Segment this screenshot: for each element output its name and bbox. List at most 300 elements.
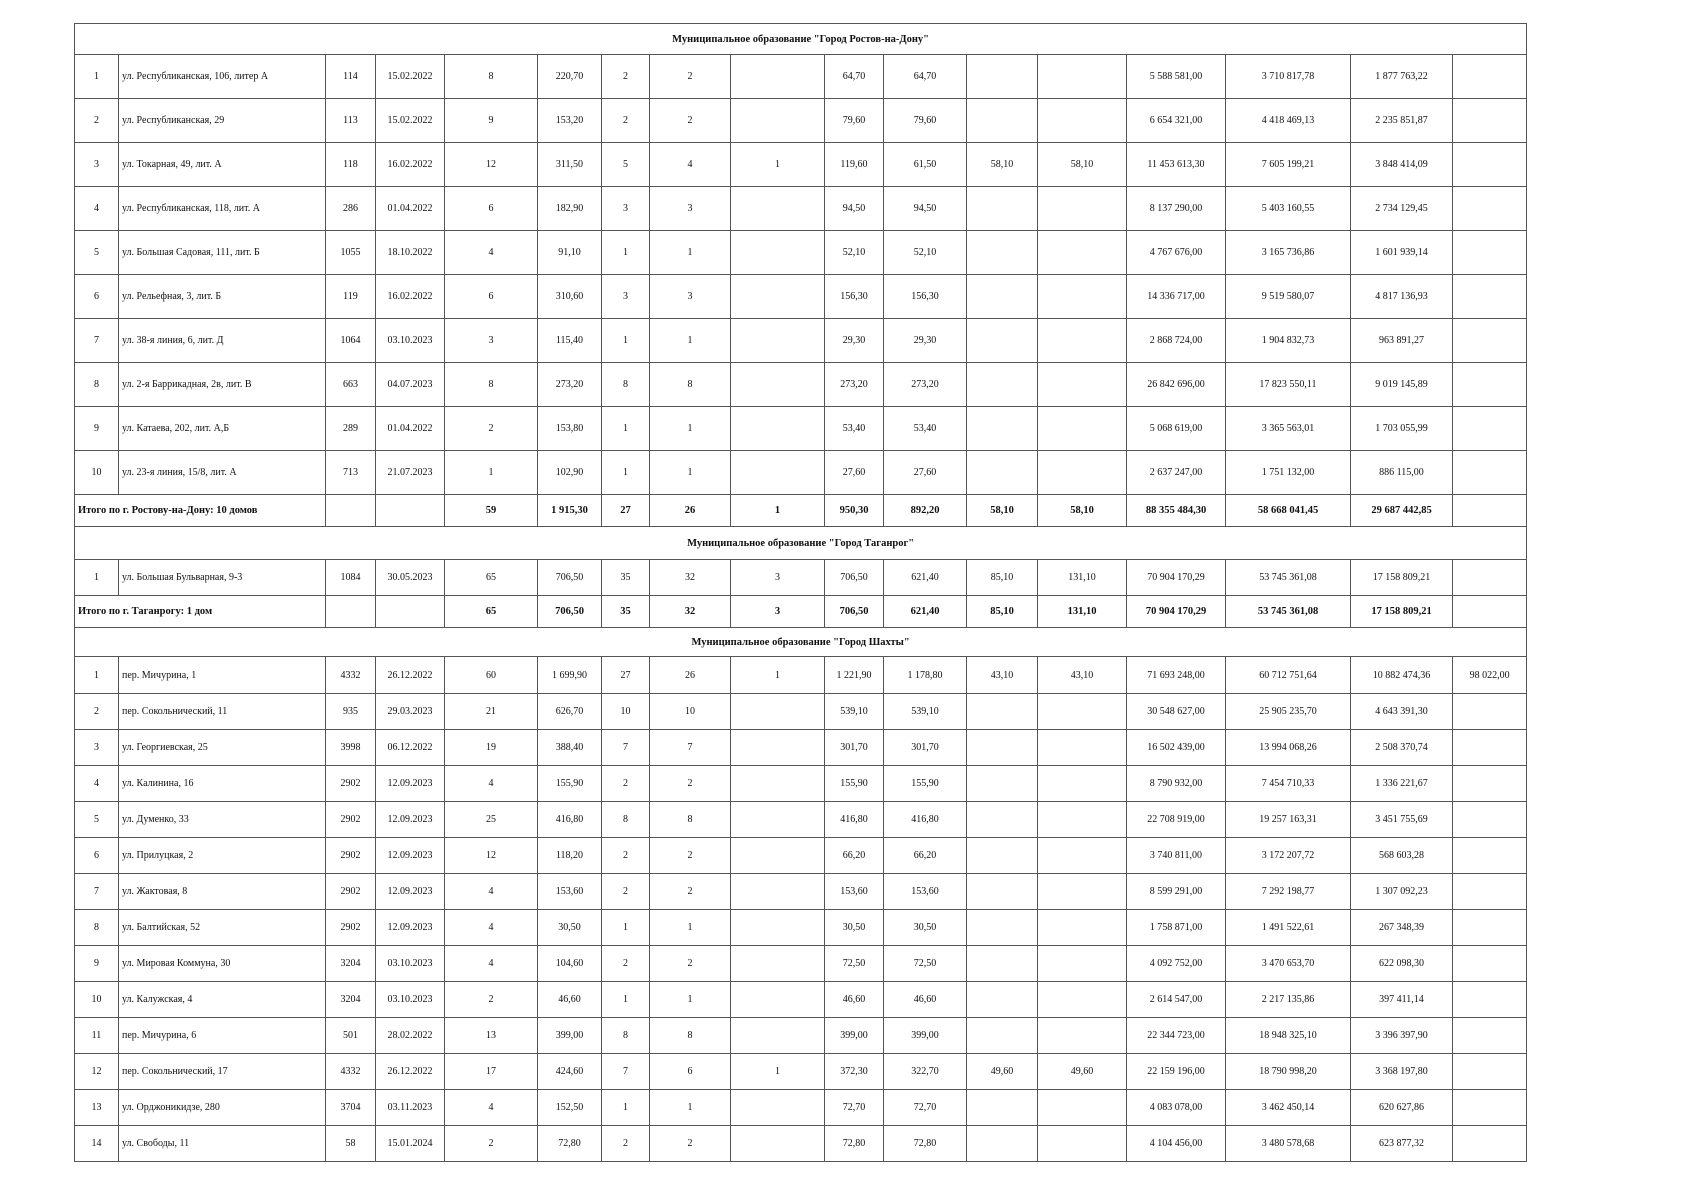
table-cell: 2 <box>650 99 731 143</box>
table-cell <box>1453 55 1527 99</box>
table-cell: 72,50 <box>884 946 967 982</box>
table-cell <box>967 874 1038 910</box>
table-cell: 388,40 <box>538 730 602 766</box>
table-cell: 706,50 <box>825 560 884 596</box>
total-cell: 59 <box>445 495 538 527</box>
table-cell: 1 221,90 <box>825 657 884 694</box>
table-cell: 113 <box>326 99 376 143</box>
table-cell: 22 344 723,00 <box>1127 1018 1226 1054</box>
address-cell: ул. Прилуцкая, 2 <box>119 838 326 874</box>
table-row <box>75 910 1527 946</box>
total-cell: 3 <box>731 596 825 628</box>
table-cell: 9 019 145,89 <box>1351 363 1453 407</box>
table-row <box>75 275 1527 319</box>
address-cell: ул. Балтийская, 52 <box>119 910 326 946</box>
table-cell: 3 480 578,68 <box>1226 1126 1351 1162</box>
table-cell <box>731 319 825 363</box>
table-cell <box>1038 1090 1127 1126</box>
table-cell: 8 <box>602 1018 650 1054</box>
table-cell <box>967 838 1038 874</box>
total-cell: 58 668 041,45 <box>1226 495 1351 527</box>
table-cell: 1 <box>650 451 731 495</box>
address-cell: ул. Жактовая, 8 <box>119 874 326 910</box>
table-cell <box>1453 231 1527 275</box>
table-cell: 286 <box>326 187 376 231</box>
table-cell: 153,60 <box>884 874 967 910</box>
table-cell: 2902 <box>326 802 376 838</box>
row-number: 4 <box>75 766 119 802</box>
table-cell <box>1453 838 1527 874</box>
row-number: 1 <box>75 657 119 694</box>
table-cell: 539,10 <box>825 694 884 730</box>
table-cell: 3 <box>602 187 650 231</box>
table-cell: 1 <box>602 407 650 451</box>
table-cell: 30,50 <box>825 910 884 946</box>
table-cell <box>1453 407 1527 451</box>
table-cell: 155,90 <box>538 766 602 802</box>
table-cell: 03.11.2023 <box>376 1090 445 1126</box>
table-cell: 8 <box>650 802 731 838</box>
table-cell: 1 877 763,22 <box>1351 55 1453 99</box>
table-cell: 1 <box>602 231 650 275</box>
table-cell: 621,40 <box>884 560 967 596</box>
address-cell: ул. Республиканская, 106, литер А <box>119 55 326 99</box>
table-cell: 3 740 811,00 <box>1127 838 1226 874</box>
table-cell: 5 068 619,00 <box>1127 407 1226 451</box>
total-cell <box>326 495 376 527</box>
table-cell <box>1453 1126 1527 1162</box>
table-cell: 72,80 <box>884 1126 967 1162</box>
table-cell: 539,10 <box>884 694 967 730</box>
table-row <box>75 874 1527 910</box>
table-cell: 1084 <box>326 560 376 596</box>
table-cell: 8 599 291,00 <box>1127 874 1226 910</box>
table-cell: 2 734 129,45 <box>1351 187 1453 231</box>
row-number: 14 <box>75 1126 119 1162</box>
table-cell: 8 137 290,00 <box>1127 187 1226 231</box>
section-title: Муниципальное образование "Город Шахты" <box>75 628 1527 657</box>
table-cell: 16 502 439,00 <box>1127 730 1226 766</box>
total-row <box>75 596 1527 628</box>
table-cell: 16.02.2022 <box>376 275 445 319</box>
total-cell: 53 745 361,08 <box>1226 596 1351 628</box>
table-row <box>75 657 1527 694</box>
address-cell: ул. 38-я линия, 6, лит. Д <box>119 319 326 363</box>
table-cell: 60 712 751,64 <box>1226 657 1351 694</box>
table-cell: 4 767 676,00 <box>1127 231 1226 275</box>
table-cell: 2 <box>650 55 731 99</box>
table-cell: 66,20 <box>825 838 884 874</box>
table-cell: 7 <box>650 730 731 766</box>
total-label: Итого по г. Таганрогу: 1 дом <box>75 596 326 628</box>
table-cell: 501 <box>326 1018 376 1054</box>
table-cell <box>1453 874 1527 910</box>
table-cell: 2 <box>650 1126 731 1162</box>
total-cell: 706,50 <box>825 596 884 628</box>
row-number: 6 <box>75 275 119 319</box>
table-cell: 4 817 136,93 <box>1351 275 1453 319</box>
table-cell: 424,60 <box>538 1054 602 1090</box>
table-cell <box>1453 560 1527 596</box>
table-cell <box>731 982 825 1018</box>
table-cell: 29.03.2023 <box>376 694 445 730</box>
table-cell <box>1453 946 1527 982</box>
table-cell: 30.05.2023 <box>376 560 445 596</box>
table-cell: 1064 <box>326 319 376 363</box>
table-row <box>75 231 1527 275</box>
table-cell: 311,50 <box>538 143 602 187</box>
table-cell: 118,20 <box>538 838 602 874</box>
table-cell: 2 508 370,74 <box>1351 730 1453 766</box>
table-cell: 301,70 <box>884 730 967 766</box>
table-cell: 16.02.2022 <box>376 143 445 187</box>
table-cell: 6 <box>445 187 538 231</box>
table-cell: 12.09.2023 <box>376 910 445 946</box>
table-cell: 27,60 <box>825 451 884 495</box>
table-cell: 1 <box>731 1054 825 1090</box>
table-cell: 29,30 <box>884 319 967 363</box>
table-cell: 9 519 580,07 <box>1226 275 1351 319</box>
table-cell: 26.12.2022 <box>376 1054 445 1090</box>
table-cell: 10 <box>602 694 650 730</box>
table-cell <box>1453 1018 1527 1054</box>
table-cell: 4 643 391,30 <box>1351 694 1453 730</box>
table-cell: 114 <box>326 55 376 99</box>
table-cell: 66,20 <box>884 838 967 874</box>
table-cell: 2 <box>602 838 650 874</box>
table-cell: 301,70 <box>825 730 884 766</box>
table-row <box>75 838 1527 874</box>
table-cell <box>967 802 1038 838</box>
table-cell: 963 891,27 <box>1351 319 1453 363</box>
table-cell <box>1038 1018 1127 1054</box>
row-number: 9 <box>75 407 119 451</box>
table-cell: 10 882 474,36 <box>1351 657 1453 694</box>
table-cell: 119 <box>326 275 376 319</box>
row-number: 10 <box>75 451 119 495</box>
total-cell: 1 915,30 <box>538 495 602 527</box>
table-cell: 153,20 <box>538 99 602 143</box>
row-number: 7 <box>75 874 119 910</box>
table-cell: 620 627,86 <box>1351 1090 1453 1126</box>
table-cell: 35 <box>602 560 650 596</box>
table-cell: 399,00 <box>884 1018 967 1054</box>
table-cell: 79,60 <box>884 99 967 143</box>
table-cell: 2 <box>445 982 538 1018</box>
table-cell: 713 <box>326 451 376 495</box>
row-number: 8 <box>75 910 119 946</box>
table-cell: 12.09.2023 <box>376 802 445 838</box>
table-cell: 15.02.2022 <box>376 99 445 143</box>
total-cell: 70 904 170,29 <box>1127 596 1226 628</box>
total-cell: 621,40 <box>884 596 967 628</box>
table-cell: 9 <box>445 99 538 143</box>
table-cell: 2 <box>445 407 538 451</box>
table-cell: 153,80 <box>538 407 602 451</box>
table-cell <box>1453 319 1527 363</box>
total-cell <box>376 596 445 628</box>
table-cell: 4 <box>445 1090 538 1126</box>
table-cell: 26.12.2022 <box>376 657 445 694</box>
address-cell: пер. Мичурина, 1 <box>119 657 326 694</box>
table-cell: 7 <box>602 1054 650 1090</box>
total-cell: 131,10 <box>1038 596 1127 628</box>
table-cell: 1 178,80 <box>884 657 967 694</box>
total-row <box>75 495 1527 527</box>
table-cell: 156,30 <box>884 275 967 319</box>
table-cell: 1 336 221,67 <box>1351 766 1453 802</box>
table-cell <box>967 99 1038 143</box>
table-cell: 53,40 <box>825 407 884 451</box>
table-row <box>75 363 1527 407</box>
table-cell: 2 <box>650 838 731 874</box>
table-cell: 43,10 <box>1038 657 1127 694</box>
total-cell <box>376 495 445 527</box>
table-cell: 2902 <box>326 838 376 874</box>
table-cell: 2902 <box>326 874 376 910</box>
section-title: Муниципальное образование "Город Таганрог" <box>75 527 1527 560</box>
table-cell: 935 <box>326 694 376 730</box>
table-cell: 04.07.2023 <box>376 363 445 407</box>
table-cell: 17 823 550,11 <box>1226 363 1351 407</box>
table-cell <box>1453 1054 1527 1090</box>
table-cell: 30,50 <box>884 910 967 946</box>
table-cell <box>1038 1126 1127 1162</box>
row-number: 6 <box>75 838 119 874</box>
table-cell: 4 083 078,00 <box>1127 1090 1226 1126</box>
table-cell <box>1038 55 1127 99</box>
table-cell: 06.12.2022 <box>376 730 445 766</box>
row-number: 11 <box>75 1018 119 1054</box>
housing-table <box>74 23 1527 1162</box>
row-number: 5 <box>75 802 119 838</box>
table-cell: 72,80 <box>825 1126 884 1162</box>
table-cell: 8 <box>650 1018 731 1054</box>
table-cell: 3204 <box>326 982 376 1018</box>
table-cell <box>1453 730 1527 766</box>
address-cell: ул. 2-я Баррикадная, 2в, лит. В <box>119 363 326 407</box>
table-cell: 12.09.2023 <box>376 838 445 874</box>
table-cell <box>1453 451 1527 495</box>
table-cell <box>1038 99 1127 143</box>
table-cell: 1 601 939,14 <box>1351 231 1453 275</box>
table-row <box>75 694 1527 730</box>
table-cell: 3 462 450,14 <box>1226 1090 1351 1126</box>
table-cell: 1 703 055,99 <box>1351 407 1453 451</box>
table-cell: 5 403 160,55 <box>1226 187 1351 231</box>
address-cell: ул. Калинина, 16 <box>119 766 326 802</box>
table-cell: 17 <box>445 1054 538 1090</box>
table-cell <box>1038 231 1127 275</box>
table-cell <box>731 874 825 910</box>
table-cell: 886 115,00 <box>1351 451 1453 495</box>
row-number: 13 <box>75 1090 119 1126</box>
table-cell <box>1453 275 1527 319</box>
table-cell: 2 <box>602 55 650 99</box>
table-cell: 2 <box>650 946 731 982</box>
table-cell <box>1038 451 1127 495</box>
table-row <box>75 1054 1527 1090</box>
table-cell: 27 <box>602 657 650 694</box>
table-cell: 19 257 163,31 <box>1226 802 1351 838</box>
address-cell: ул. Катаева, 202, лит. А,Б <box>119 407 326 451</box>
table-cell <box>1038 946 1127 982</box>
total-cell <box>1453 495 1527 527</box>
table-cell: 46,60 <box>538 982 602 1018</box>
table-cell: 18 948 325,10 <box>1226 1018 1351 1054</box>
table-cell <box>967 55 1038 99</box>
address-cell: ул. Калужская, 4 <box>119 982 326 1018</box>
table-cell: 1 <box>650 319 731 363</box>
table-cell: 416,80 <box>825 802 884 838</box>
table-cell: 10 <box>650 694 731 730</box>
table-cell <box>1038 982 1127 1018</box>
table-cell: 21 <box>445 694 538 730</box>
table-cell: 29,30 <box>825 319 884 363</box>
table-cell: 118 <box>326 143 376 187</box>
table-cell: 4 092 752,00 <box>1127 946 1226 982</box>
table-cell: 2 <box>602 1126 650 1162</box>
table-cell: 2 868 724,00 <box>1127 319 1226 363</box>
table-cell: 1 <box>650 231 731 275</box>
table-cell <box>1038 838 1127 874</box>
row-number: 2 <box>75 99 119 143</box>
table-cell <box>731 766 825 802</box>
table-cell <box>1038 319 1127 363</box>
total-cell: 892,20 <box>884 495 967 527</box>
table-cell: 46,60 <box>884 982 967 1018</box>
table-cell: 7 454 710,33 <box>1226 766 1351 802</box>
table-cell <box>731 910 825 946</box>
address-cell: ул. Большая Садовая, 111, лит. Б <box>119 231 326 275</box>
table-cell <box>731 1126 825 1162</box>
table-cell: 15.02.2022 <box>376 55 445 99</box>
table-cell: 322,70 <box>884 1054 967 1090</box>
table-cell: 1 <box>602 982 650 1018</box>
table-cell: 8 <box>650 363 731 407</box>
table-cell: 1 <box>650 982 731 1018</box>
table-cell: 12 <box>445 838 538 874</box>
table-cell <box>731 838 825 874</box>
table-cell <box>731 1018 825 1054</box>
table-cell: 46,60 <box>825 982 884 1018</box>
table-cell: 568 603,28 <box>1351 838 1453 874</box>
table-cell: 01.04.2022 <box>376 187 445 231</box>
table-cell: 28.02.2022 <box>376 1018 445 1054</box>
table-cell: 1 <box>650 910 731 946</box>
total-cell: 65 <box>445 596 538 628</box>
row-number: 2 <box>75 694 119 730</box>
table-cell: 372,30 <box>825 1054 884 1090</box>
table-cell <box>1038 874 1127 910</box>
table-cell: 03.10.2023 <box>376 319 445 363</box>
section-header-row <box>75 628 1527 657</box>
row-number: 3 <box>75 730 119 766</box>
table-cell <box>967 275 1038 319</box>
table-cell: 3 470 653,70 <box>1226 946 1351 982</box>
table-cell: 273,20 <box>825 363 884 407</box>
table-cell: 622 098,30 <box>1351 946 1453 982</box>
table-cell <box>731 802 825 838</box>
table-cell: 2902 <box>326 910 376 946</box>
address-cell: ул. Рельефная, 3, лит. Б <box>119 275 326 319</box>
table-cell: 64,70 <box>884 55 967 99</box>
table-cell <box>731 231 825 275</box>
table-cell: 11 453 613,30 <box>1127 143 1226 187</box>
table-cell: 3704 <box>326 1090 376 1126</box>
table-cell <box>1453 982 1527 1018</box>
table-row <box>75 451 1527 495</box>
table-body <box>75 24 1527 1162</box>
total-cell: 85,10 <box>967 596 1038 628</box>
table-cell: 626,70 <box>538 694 602 730</box>
table-cell <box>1038 363 1127 407</box>
table-cell: 4 418 469,13 <box>1226 99 1351 143</box>
table-cell: 61,50 <box>884 143 967 187</box>
table-cell: 156,30 <box>825 275 884 319</box>
address-cell: пер. Мичурина, 6 <box>119 1018 326 1054</box>
table-cell: 12.09.2023 <box>376 766 445 802</box>
total-cell <box>326 596 376 628</box>
table-cell: 119,60 <box>825 143 884 187</box>
table-cell: 8 <box>445 363 538 407</box>
table-cell <box>967 187 1038 231</box>
table-cell: 4 <box>445 766 538 802</box>
table-cell <box>967 231 1038 275</box>
table-cell <box>967 1018 1038 1054</box>
total-cell: 58,10 <box>967 495 1038 527</box>
row-number: 8 <box>75 363 119 407</box>
table-cell <box>1453 910 1527 946</box>
table-cell: 43,10 <box>967 657 1038 694</box>
table-cell: 6 654 321,00 <box>1127 99 1226 143</box>
table-cell: 53,40 <box>884 407 967 451</box>
table-cell: 27,60 <box>884 451 967 495</box>
table-cell <box>731 275 825 319</box>
table-cell <box>731 946 825 982</box>
table-cell: 1 699,90 <box>538 657 602 694</box>
table-cell: 12.09.2023 <box>376 874 445 910</box>
table-cell: 1 758 871,00 <box>1127 910 1226 946</box>
table-row <box>75 187 1527 231</box>
table-cell: 3 451 755,69 <box>1351 802 1453 838</box>
table-cell: 1 751 132,00 <box>1226 451 1351 495</box>
table-cell <box>967 451 1038 495</box>
table-cell <box>1038 275 1127 319</box>
table-cell: 1 <box>650 1090 731 1126</box>
table-cell <box>1453 802 1527 838</box>
table-cell <box>967 982 1038 1018</box>
table-row <box>75 99 1527 143</box>
table-cell: 30,50 <box>538 910 602 946</box>
address-cell: ул. Большая Бульварная, 9-3 <box>119 560 326 596</box>
table-cell <box>1453 99 1527 143</box>
table-cell: 4 104 456,00 <box>1127 1126 1226 1162</box>
table-cell: 3 <box>602 275 650 319</box>
table-cell: 4 <box>650 143 731 187</box>
table-cell: 104,60 <box>538 946 602 982</box>
table-cell: 397 411,14 <box>1351 982 1453 1018</box>
table-cell: 3 710 817,78 <box>1226 55 1351 99</box>
table-cell <box>967 363 1038 407</box>
table-cell: 152,50 <box>538 1090 602 1126</box>
table-cell <box>1038 766 1127 802</box>
table-cell: 1 <box>731 657 825 694</box>
total-cell: 27 <box>602 495 650 527</box>
table-cell: 155,90 <box>884 766 967 802</box>
table-cell: 14 336 717,00 <box>1127 275 1226 319</box>
table-cell: 98 022,00 <box>1453 657 1527 694</box>
